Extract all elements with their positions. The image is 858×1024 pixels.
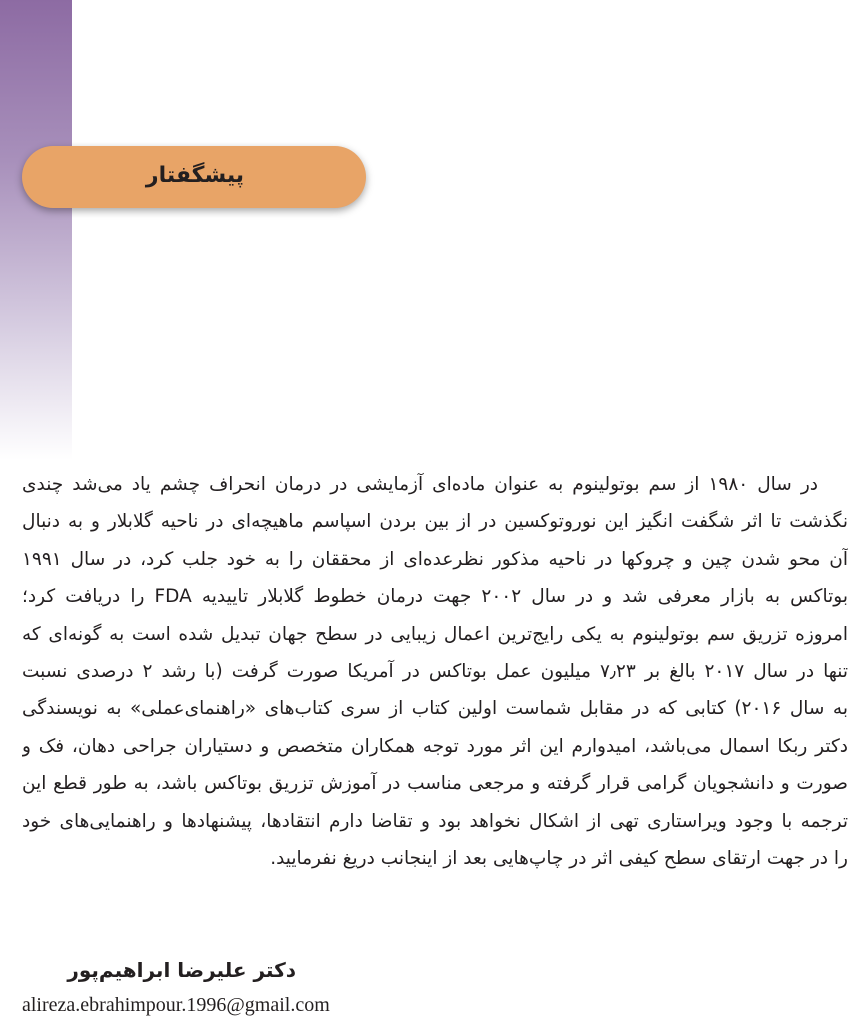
paragraph-line: ترجمه با وجود ویراستاری تهی از اشکال نخواهد بود و تقاضا دارم انتقادها، پیشنهادها و راهنمایی‌های خود	[22, 810, 848, 832]
paragraph-line: در سال ۱۹۸۰ از سم بوتولینوم به عنوان ماده‌ای آزمایشی در درمان انحراف چشم یاد می‌شد چندی	[22, 474, 818, 495]
page-title: پیشگفتار	[145, 163, 245, 188]
decorative-side-band	[0, 0, 72, 460]
paragraph-line: امروزه تزریق سم بوتولینوم به یکی رایج‌ترین اعمال زیبایی در سطح جهان تبدیل شده است به گونه‌ای که	[22, 623, 848, 645]
author-email: alireza.ebrahimpour.1996@gmail.com	[22, 994, 330, 1016]
paragraph-line: بوتاکس به بازار معرفی شد و در سال ۲۰۰۲ جهت درمان خطوط گلابلار تاییدیه FDA را دریافت کرد؛	[22, 586, 848, 608]
paragraph-line: دکتر ربکا اسمال می‌باشد، امیدوارم این اثر مورد توجه همکاران متخصص و دستیاران جراحی دهان، فک و	[22, 735, 848, 757]
author-name: دکتر علیرضا ابراهیم‌پور	[67, 958, 296, 982]
paragraph-line: آن محو شدن چین و چروکها در ناحیه مذکور نظرعده‌ای از محققان را به خود جلب کرد، در سال ۱۹۹۱	[22, 548, 848, 570]
paragraph-line: را در جهت ارتقای سطح کیفی اثر در چاپ‌هایی بعد از اینجانب دریغ نفرمایید.	[270, 847, 848, 869]
paragraph-line: به سال ۲۰۱۶) کتابی که در مقابل شماست اولین کتاب از سری کتاب‌های «راهنمای‌عملی» به نویسندگی	[22, 698, 848, 720]
paragraph-line: صورت و دانشجویان گرامی قرار گرفته و مرجعی مناسب در آموزش تزریق بوتاکس باشد، به طور قطع این	[22, 773, 848, 795]
preface-body	[22, 466, 848, 877]
paragraph-line: تنها در سال ۲۰۱۷ بالغ بر ۷٫۲۳ میلیون عمل بوتاکس در آمریکا صورت گرفت (با رشد ۲ درصدی نسبت	[22, 660, 848, 682]
paragraph-line: نگذشت تا اثر شگفت انگیز این نوروتوکسین در از بین بردن اسپاسم ماهیچه‌ای در ناحیه گلابلار و به دنبال	[22, 511, 848, 533]
